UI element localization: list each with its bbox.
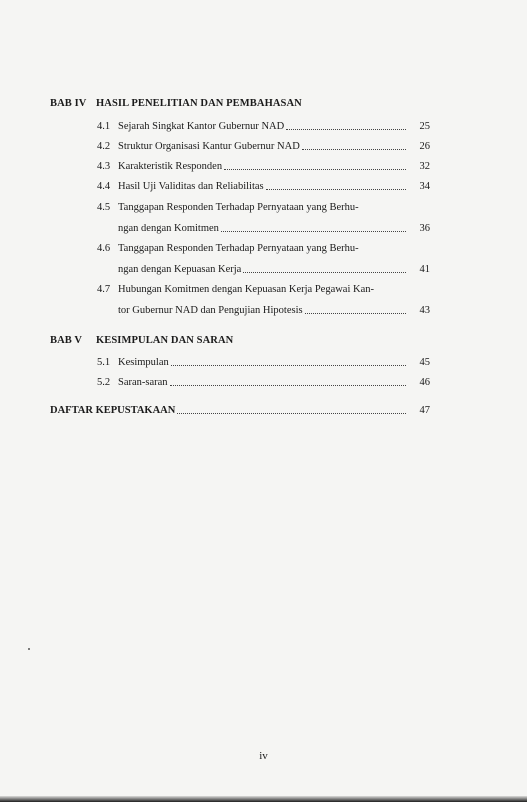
dot-leader — [286, 129, 406, 130]
scan-bottom-edge — [0, 796, 527, 802]
dot-leader — [177, 413, 406, 414]
dot-leader — [171, 365, 406, 366]
entry-number: 4.7 — [97, 284, 111, 295]
entry-page: 46 — [419, 377, 430, 388]
entry-number: 5.1 — [97, 357, 111, 368]
dot-leader — [305, 313, 406, 314]
entry-title: Saran-saran — [118, 377, 168, 388]
chapter-number: BAB V — [50, 335, 83, 346]
entry-page: 34 — [419, 181, 430, 192]
entry-title: Tanggapan Responden Terhadap Pernyataan yang Berhu- — [118, 202, 359, 213]
entry-number: 4.5 — [97, 202, 111, 213]
chapter-title: KESIMPULAN DAN SARAN — [96, 335, 234, 346]
toc-entry[interactable] — [97, 161, 430, 173]
entry-title: Struktur Organisasi Kantur Gubernur NAD — [118, 141, 300, 152]
entry-page: 41 — [419, 264, 430, 275]
entry-title: Kesimpulan — [118, 357, 169, 368]
entry-number: 4.2 — [97, 141, 111, 152]
entry-number: 5.2 — [97, 377, 111, 388]
entry-page: 25 — [419, 121, 430, 132]
chapter-number: BAB IV — [50, 98, 87, 109]
entry-page: 45 — [419, 357, 430, 368]
entry-title: Hasil Uji Validitas dan Reliabilitas — [118, 181, 264, 192]
entry-number: 4.3 — [97, 161, 111, 172]
entry-page: 36 — [419, 223, 430, 234]
toc-entry[interactable] — [97, 181, 430, 193]
entry-page: 26 — [419, 141, 430, 152]
entry-page: 32 — [419, 161, 430, 172]
entry-number: 4.4 — [97, 181, 111, 192]
entry-page: 43 — [419, 305, 430, 316]
page-number: iv — [259, 750, 268, 762]
entry-title: Karakteristik Responden — [118, 161, 223, 172]
entry-title: Hubungan Komitmen dengan Kepuasan Kerja Pegawai Kan- — [118, 284, 375, 295]
dot-leader — [221, 231, 406, 232]
toc-entry[interactable] — [97, 243, 430, 276]
entry-title-continued: ngan dengan Kepuasan Kerja — [118, 264, 242, 275]
dot-leader — [266, 189, 406, 190]
chapter-heading — [50, 335, 233, 346]
entry-title: Tanggapan Responden Terhadap Pernyataan yang Berhu- — [118, 243, 359, 254]
toc-entry[interactable] — [97, 284, 430, 317]
toc-entry[interactable] — [97, 141, 430, 153]
toc-entry[interactable] — [97, 377, 430, 389]
chapter-heading — [50, 98, 302, 109]
scan-speck — [28, 648, 30, 650]
dot-leader — [224, 169, 406, 170]
chapter-title: HASIL PENELITIAN DAN PEMBAHASAN — [96, 98, 302, 109]
dot-leader — [243, 272, 406, 273]
dot-leader — [170, 385, 406, 386]
entry-number: 4.6 — [97, 243, 111, 254]
bibliography-page: 47 — [419, 405, 430, 416]
entry-title: Sejarah Singkat Kantor Gubernur NAD — [118, 121, 285, 132]
toc-entry[interactable] — [97, 357, 430, 369]
entry-title-continued: ngan dengan Komitmen — [118, 223, 219, 234]
entry-title-continued: tor Gubernur NAD dan Pengujian Hipotesis — [118, 305, 303, 316]
toc-entry[interactable] — [97, 202, 430, 235]
toc-entry-bibliography[interactable] — [50, 405, 430, 417]
dot-leader — [302, 149, 406, 150]
entry-number: 4.1 — [97, 121, 111, 132]
bibliography-title: DAFTAR KEPUSTAKAAN — [50, 405, 176, 416]
toc-entry[interactable] — [97, 121, 430, 133]
